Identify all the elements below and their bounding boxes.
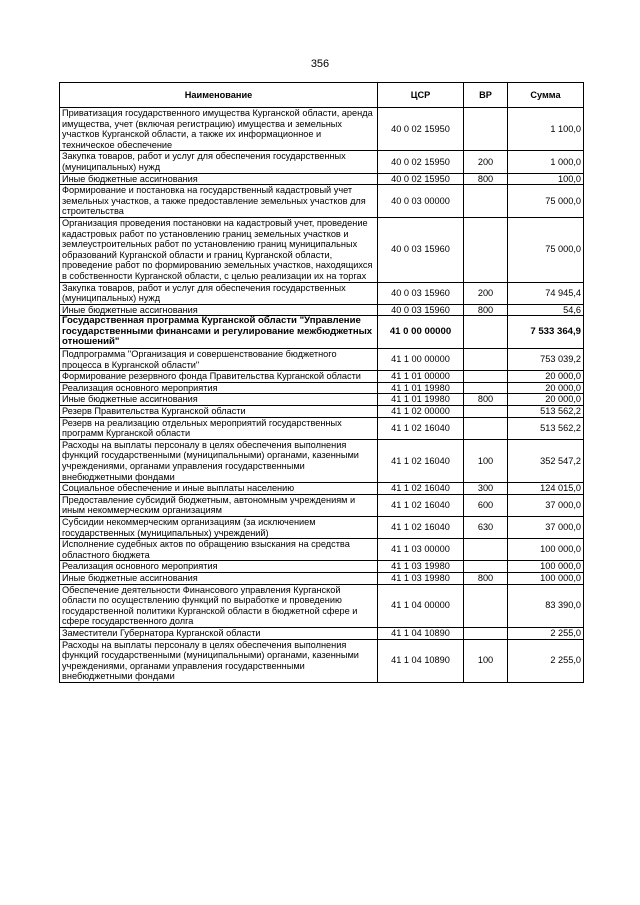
row-vr: 300 xyxy=(464,483,508,495)
row-sum: 2 255,0 xyxy=(508,627,584,639)
row-name: Организация проведения постановки на кадастровый учет, проведение кадастровых работ по установлению границ земельных участков и землеустроительных работ по установлению границ муниципальных образований Курганской области и границ Курганской области, проведение работ по формированию земельных участков, находящихся в собственности Курганской области, с целью реализации их на торгах xyxy=(60,217,378,282)
row-sum: 352 547,2 xyxy=(508,439,584,482)
row-csr: 41 1 03 19980 xyxy=(378,561,464,573)
row-csr: 41 1 00 00000 xyxy=(378,349,464,371)
row-sum: 2 255,0 xyxy=(508,639,584,682)
row-csr: 40 0 03 15960 xyxy=(378,304,464,316)
row-vr xyxy=(464,584,508,627)
row-vr xyxy=(464,382,508,394)
row-name: Предоставление субсидий бюджетным, автономным учреждениям и иным некоммерческим организациям xyxy=(60,494,378,516)
table-row xyxy=(60,516,584,538)
row-sum: 1 100,0 xyxy=(508,108,584,151)
row-vr xyxy=(464,217,508,282)
row-sum: 753 039,2 xyxy=(508,349,584,371)
row-vr xyxy=(464,371,508,383)
row-sum: 20 000,0 xyxy=(508,394,584,406)
header-csr: ЦСР xyxy=(378,83,464,108)
row-name: Иные бюджетные ассигнования xyxy=(60,394,378,406)
table-row xyxy=(60,406,584,418)
budget-table xyxy=(59,82,584,683)
row-name: Заместители Губернатора Курганской области xyxy=(60,627,378,639)
table-row xyxy=(60,539,584,561)
row-vr xyxy=(464,406,508,418)
row-name: Закупка товаров, работ и услуг для обеспечения государственных (муниципальных) нужд xyxy=(60,282,378,304)
table-row xyxy=(60,394,584,406)
table-row xyxy=(60,584,584,627)
table-header-row xyxy=(60,83,584,108)
row-name: Реализация основного мероприятия xyxy=(60,561,378,573)
row-sum: 100 000,0 xyxy=(508,572,584,584)
header-name: Наименование xyxy=(60,83,378,108)
header-sum: Сумма xyxy=(508,83,584,108)
row-sum: 100 000,0 xyxy=(508,539,584,561)
table-row xyxy=(60,561,584,573)
row-csr: 41 1 04 10890 xyxy=(378,639,464,682)
row-csr: 40 0 03 00000 xyxy=(378,185,464,218)
row-vr: 630 xyxy=(464,516,508,538)
row-csr: 41 0 00 00000 xyxy=(378,316,464,349)
row-csr: 41 1 01 19980 xyxy=(378,394,464,406)
row-vr: 800 xyxy=(464,173,508,185)
row-sum: 83 390,0 xyxy=(508,584,584,627)
table-row xyxy=(60,627,584,639)
row-vr xyxy=(464,561,508,573)
row-csr: 41 1 02 16040 xyxy=(378,516,464,538)
table-row xyxy=(60,639,584,682)
row-vr: 200 xyxy=(464,282,508,304)
table-row xyxy=(60,173,584,185)
row-csr: 40 0 03 15960 xyxy=(378,217,464,282)
row-name: Расходы на выплаты персоналу в целях обеспечения выполнения функций государственными (муниципальными) органами, казенными учреждениями, органами управления государственными внебюджетными фондами xyxy=(60,639,378,682)
table-row xyxy=(60,304,584,316)
row-vr xyxy=(464,316,508,349)
table-row xyxy=(60,382,584,394)
table-row xyxy=(60,494,584,516)
row-sum: 513 562,2 xyxy=(508,417,584,439)
row-sum: 37 000,0 xyxy=(508,494,584,516)
row-vr xyxy=(464,185,508,218)
row-csr: 40 0 03 15960 xyxy=(378,282,464,304)
row-name: Резерв на реализацию отдельных мероприятий государственных программ Курганской области xyxy=(60,417,378,439)
row-vr xyxy=(464,627,508,639)
row-vr: 800 xyxy=(464,394,508,406)
row-csr: 41 1 02 16040 xyxy=(378,439,464,482)
row-csr: 40 0 02 15950 xyxy=(378,173,464,185)
row-sum: 513 562,2 xyxy=(508,406,584,418)
row-csr: 41 1 01 19980 xyxy=(378,382,464,394)
row-name: Обеспечение деятельности Финансового управления Курганской области по осуществлению функций по выработке и проведению государственной политики Курганской области в бюджетной сфере и сфере государственного долга xyxy=(60,584,378,627)
table-row xyxy=(60,185,584,218)
row-name: Иные бюджетные ассигнования xyxy=(60,572,378,584)
row-sum: 20 000,0 xyxy=(508,382,584,394)
row-name: Исполнение судебных актов по обращению взыскания на средства областного бюджета xyxy=(60,539,378,561)
table-body xyxy=(60,108,584,683)
row-name: Реализация основного мероприятия xyxy=(60,382,378,394)
row-csr: 40 0 02 15950 xyxy=(378,108,464,151)
row-name: Иные бюджетные ассигнования xyxy=(60,304,378,316)
row-sum: 75 000,0 xyxy=(508,217,584,282)
row-vr: 800 xyxy=(464,572,508,584)
row-name: Иные бюджетные ассигнования xyxy=(60,173,378,185)
row-name: Приватизация государственного имущества Курганской области, аренда имущества, учет (включая регистрацию) имущества и земельных участков Курганской области, а также их информационное и техническое обеспечение xyxy=(60,108,378,151)
row-name: Подпрограмма "Организация и совершенствование бюджетного процесса в Курганской области" xyxy=(60,349,378,371)
row-vr: 800 xyxy=(464,304,508,316)
row-vr: 200 xyxy=(464,151,508,173)
table-row xyxy=(60,439,584,482)
table-row xyxy=(60,151,584,173)
row-name: Формирование резервного фонда Правительства Курганской области xyxy=(60,371,378,383)
row-sum: 100,0 xyxy=(508,173,584,185)
table-row xyxy=(60,349,584,371)
row-sum: 20 000,0 xyxy=(508,371,584,383)
row-csr: 41 1 02 00000 xyxy=(378,406,464,418)
row-vr xyxy=(464,108,508,151)
row-sum: 74 945,4 xyxy=(508,282,584,304)
row-csr: 41 1 03 19980 xyxy=(378,572,464,584)
table-row xyxy=(60,282,584,304)
row-name: Формирование и постановка на государственный кадастровый учет земельных участков, а также предоставление земельных участков для строительства xyxy=(60,185,378,218)
header-vr: ВР xyxy=(464,83,508,108)
row-name: Социальное обеспечение и иные выплаты населению xyxy=(60,483,378,495)
row-csr: 41 1 02 16040 xyxy=(378,494,464,516)
row-vr: 600 xyxy=(464,494,508,516)
row-sum: 100 000,0 xyxy=(508,561,584,573)
table-row xyxy=(60,217,584,282)
row-vr: 100 xyxy=(464,439,508,482)
table-row xyxy=(60,316,584,349)
table-row xyxy=(60,417,584,439)
row-csr: 41 1 02 16040 xyxy=(378,483,464,495)
row-vr xyxy=(464,539,508,561)
row-csr: 41 1 04 10890 xyxy=(378,627,464,639)
table-row xyxy=(60,572,584,584)
row-sum: 54,6 xyxy=(508,304,584,316)
table-row xyxy=(60,108,584,151)
row-name: Расходы на выплаты персоналу в целях обеспечения выполнения функций государственными (муниципальными) органами, казенными учреждениями, органами управления государственными внебюджетными фондами xyxy=(60,439,378,482)
row-csr: 41 1 01 00000 xyxy=(378,371,464,383)
page-number: 356 xyxy=(310,58,330,70)
table-row xyxy=(60,483,584,495)
row-sum: 37 000,0 xyxy=(508,516,584,538)
row-name: Закупка товаров, работ и услуг для обеспечения государственных (муниципальных) нужд xyxy=(60,151,378,173)
row-sum: 1 000,0 xyxy=(508,151,584,173)
row-csr: 40 0 02 15950 xyxy=(378,151,464,173)
row-name: Субсидии некоммерческим организациям (за исключением государственных (муниципальных) учреждений) xyxy=(60,516,378,538)
row-sum: 7 533 364,9 xyxy=(508,316,584,349)
row-vr: 100 xyxy=(464,639,508,682)
row-csr: 41 1 03 00000 xyxy=(378,539,464,561)
row-csr: 41 1 02 16040 xyxy=(378,417,464,439)
table-row xyxy=(60,371,584,383)
row-csr: 41 1 04 00000 xyxy=(378,584,464,627)
row-sum: 124 015,0 xyxy=(508,483,584,495)
row-sum: 75 000,0 xyxy=(508,185,584,218)
row-name: Резерв Правительства Курганской области xyxy=(60,406,378,418)
row-name: Государственная программа Курганской области "Управление государственными финансами и регулирование межбюджетных отношений" xyxy=(60,316,378,349)
row-vr xyxy=(464,349,508,371)
row-vr xyxy=(464,417,508,439)
